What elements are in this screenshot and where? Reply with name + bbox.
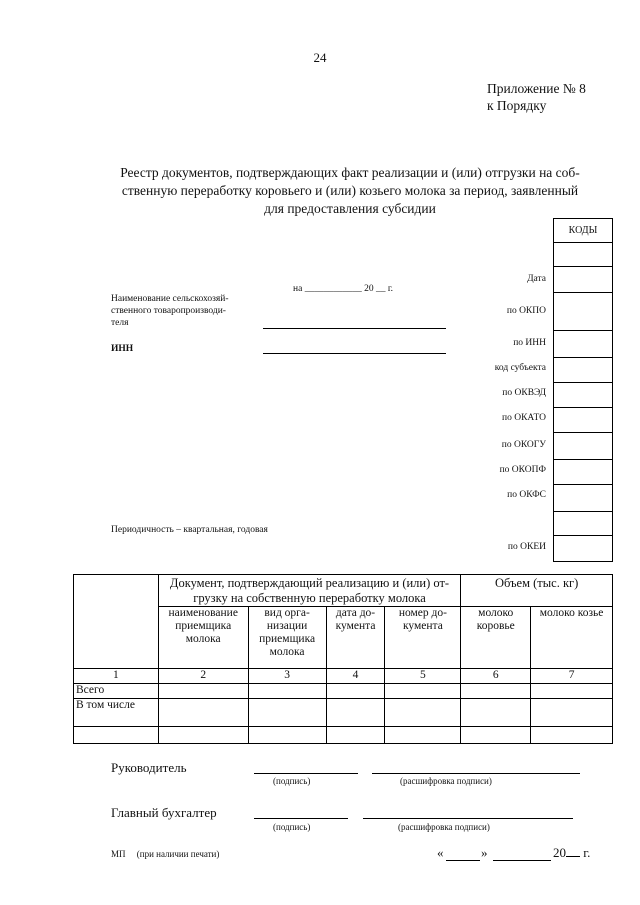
mp-hint: (при наличии печати) (136, 849, 220, 859)
table-cell[interactable] (158, 684, 248, 699)
col-number: 1 (74, 669, 159, 684)
stamp-label (111, 849, 219, 859)
code-label-date: Дата (527, 274, 546, 284)
col-number: 2 (158, 669, 248, 684)
code-label-subject: код субъекта (494, 363, 546, 373)
table-cell[interactable] (531, 727, 613, 744)
column-number-row (74, 669, 613, 684)
codes-box (553, 241, 613, 562)
col-number: 7 (531, 669, 613, 684)
col2-l1: наименование (168, 607, 238, 619)
page-number: 24 (313, 50, 327, 65)
table-cell[interactable] (461, 727, 531, 744)
date-year: 20 (364, 284, 374, 294)
accountant-signature-field[interactable] (254, 818, 348, 819)
table-cell[interactable] (461, 684, 531, 699)
head-signature-field[interactable] (254, 773, 358, 774)
date-prefix: на (293, 284, 303, 294)
inn-label: ИНН (111, 344, 134, 354)
code-cell-okpo[interactable] (554, 293, 612, 331)
year-suffix: г. (583, 845, 591, 860)
table-cell[interactable] (326, 699, 385, 727)
doc-group-header (158, 575, 461, 607)
table-cell[interactable] (531, 684, 613, 699)
code-label-okei: по ОКЕИ (507, 542, 546, 552)
col1-header (74, 575, 159, 669)
code-label-okopf: по ОКОПФ (499, 465, 546, 475)
registry-table (73, 574, 613, 744)
table-cell[interactable] (158, 727, 248, 744)
col-number: 4 (326, 669, 385, 684)
accountant-label: Главный бухгалтер (111, 805, 217, 820)
date-quote-close: » (481, 845, 488, 860)
code-label-okfs: по ОКФС (507, 490, 546, 500)
appendix-note (487, 80, 586, 114)
head-decode-field[interactable] (372, 773, 580, 774)
inn-field[interactable] (263, 353, 446, 354)
appendix-line-2: к Порядку (487, 98, 547, 113)
col3-l4: молока (269, 646, 305, 658)
col5-header (385, 607, 461, 669)
col7-l1: молоко козье (539, 607, 604, 619)
col5-l2: кумента (402, 620, 443, 632)
doc-group-line-2: грузку на собственную переработку молока (193, 591, 426, 605)
code-cell-blank (554, 241, 612, 267)
year-blank[interactable] (566, 845, 580, 857)
table-cell[interactable] (248, 699, 326, 727)
table-cell[interactable] (326, 727, 385, 744)
col2-l3: молока (185, 633, 221, 645)
row-label-including: В том числе (74, 699, 159, 727)
table-cell[interactable] (385, 727, 461, 744)
code-cell-okei[interactable] (554, 536, 612, 561)
code-label-okato: по ОКАТО (502, 413, 546, 423)
producer-line-3: теля (111, 318, 129, 328)
table-row (74, 727, 613, 744)
code-label-okved: по ОКВЭД (502, 388, 546, 398)
year-prefix: 20 (553, 845, 566, 860)
table-cell[interactable] (158, 699, 248, 727)
code-cell-okato[interactable] (554, 408, 612, 433)
title-line-3: для предоставления субсидии (264, 201, 436, 216)
date-month-field[interactable] (493, 860, 551, 861)
date-quote-open: « (437, 845, 444, 860)
col7-header (531, 607, 613, 669)
code-label-okogu: по ОКОГУ (501, 440, 546, 450)
codes-header: КОДЫ (553, 218, 613, 243)
date-blank[interactable]: ____________ (304, 284, 362, 294)
code-cell-subject[interactable] (554, 358, 612, 383)
col2-header (158, 607, 248, 669)
code-cell-inn[interactable] (554, 331, 612, 358)
title-line-1: Реестр документов, подтверждающих факт реализации и (или) отгрузки на соб- (120, 165, 580, 180)
col3-l1: вид орга- (264, 607, 310, 619)
col6-header (461, 607, 531, 669)
col-number: 5 (385, 669, 461, 684)
date-day-field[interactable] (446, 860, 480, 861)
document-title (108, 164, 592, 218)
volume-group-header: Объем (тыс. кг) (461, 575, 613, 607)
col-number: 6 (461, 669, 531, 684)
date-year-label (553, 845, 590, 861)
col3-l2: низации (266, 620, 308, 632)
report-date-line (293, 283, 393, 295)
code-cell-okopf[interactable] (554, 460, 612, 485)
table-row (74, 699, 613, 727)
accountant-decode-hint: (расшифровка подписи) (398, 822, 490, 832)
table-cell[interactable] (248, 684, 326, 699)
col4-l2: кумента (335, 620, 376, 632)
date-suffix: __ г. (375, 284, 394, 294)
col-number: 3 (248, 669, 326, 684)
mp-text: МП (111, 849, 126, 859)
producer-label (111, 293, 229, 329)
head-label: Руководитель (111, 760, 187, 775)
col4-l1: дата до- (335, 607, 376, 619)
code-cell-okfs[interactable] (554, 485, 612, 512)
table-cell[interactable] (385, 684, 461, 699)
head-decode-hint: (расшифровка подписи) (400, 776, 492, 786)
table-cell[interactable] (461, 699, 531, 727)
signing-date (437, 845, 444, 861)
table-cell[interactable] (326, 684, 385, 699)
table-cell[interactable] (248, 727, 326, 744)
table-cell[interactable] (74, 727, 159, 744)
code-label-inn: по ИНН (513, 338, 546, 348)
producer-name-field[interactable] (263, 328, 446, 329)
head-sign-hint: (подпись) (273, 776, 311, 786)
code-cell-okved[interactable] (554, 383, 612, 408)
col3-l3: приемщика (259, 633, 316, 645)
table-cell[interactable] (531, 699, 613, 727)
table-row (74, 684, 613, 699)
col3-header (248, 607, 326, 669)
col2-l2: приемщика (175, 620, 232, 632)
code-cell-date[interactable] (554, 267, 612, 293)
row-label-total: Всего (74, 684, 159, 699)
appendix-line-1: Приложение № 8 (487, 81, 586, 96)
col4-header (326, 607, 385, 669)
col6-l1: молоко (478, 607, 514, 619)
periodicity-text: Периодичность – квартальная, годовая (111, 525, 268, 535)
col5-l1: номер до- (398, 607, 447, 619)
title-line-2: ственную переработку коровьего и (или) козьего молока за период, заявленный (121, 183, 579, 198)
table-cell[interactable] (385, 699, 461, 727)
producer-line-1: Наименование сельскохозяй- (111, 294, 229, 304)
code-cell-blank-2[interactable] (554, 512, 612, 536)
code-label-okpo: по ОКПО (506, 306, 546, 316)
accountant-sign-hint: (подпись) (273, 822, 311, 832)
doc-group-line-1: Документ, подтверждающий реализацию и (или) от- (169, 576, 450, 590)
producer-line-2: ственного товаропроизводи- (111, 306, 226, 316)
col6-l2: коровье (476, 620, 515, 632)
code-cell-okogu[interactable] (554, 433, 612, 460)
accountant-decode-field[interactable] (363, 818, 573, 819)
